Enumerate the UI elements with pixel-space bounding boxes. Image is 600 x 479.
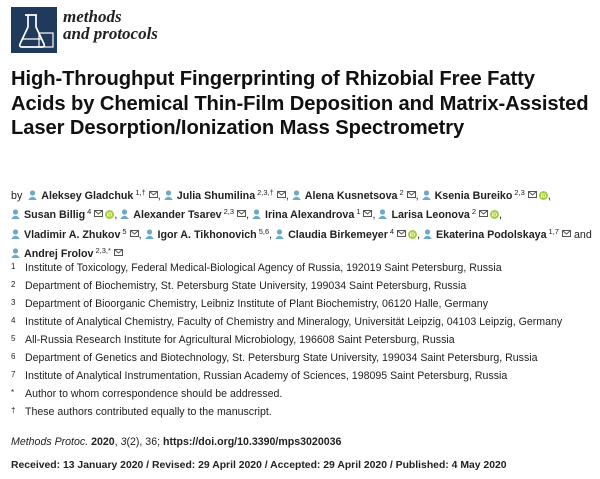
doi-link[interactable]: https://doi.org/10.3390/mps3020036 xyxy=(162,436,342,448)
profile-icon[interactable] xyxy=(145,229,154,239)
profile-icon[interactable] xyxy=(423,229,432,239)
author[interactable] xyxy=(422,190,548,202)
svg-text:iD: iD xyxy=(409,232,416,239)
orcid-icon[interactable] xyxy=(105,210,114,219)
affiliation-marker: † xyxy=(11,406,16,415)
envelope-icon[interactable] xyxy=(237,210,246,217)
author[interactable] xyxy=(11,226,139,241)
citation: Methods Protoc. 2020, 3(2), 36; https://doi.org/10.3390/mps3020036 xyxy=(11,436,342,448)
profile-icon[interactable] xyxy=(422,190,431,200)
affiliation-marker: 5 xyxy=(11,334,16,343)
author-affiliation-marker: 2,3 xyxy=(514,188,525,197)
author-affiliation-marker: 1,† xyxy=(135,188,146,197)
author-affiliation-marker: 2 xyxy=(399,188,404,197)
affiliation-marker: 1 xyxy=(11,262,16,271)
author[interactable] xyxy=(28,190,158,202)
author-name[interactable]: Irina Alexandrova xyxy=(265,209,355,222)
affiliation-text: Author to whom correspondence should be addressed. xyxy=(25,388,283,400)
profile-icon[interactable] xyxy=(275,229,284,239)
profile-icon[interactable] xyxy=(252,209,261,219)
affiliation-marker: 7 xyxy=(11,370,16,379)
and-label: and xyxy=(573,228,592,241)
journal-header xyxy=(11,7,158,59)
envelope-icon[interactable] xyxy=(528,191,537,198)
svg-text:iD: iD xyxy=(107,212,113,219)
affiliation-item xyxy=(11,369,596,387)
affiliation-marker: * xyxy=(11,388,15,397)
author-name[interactable]: Igor A. Tikhonovich xyxy=(157,228,257,241)
author[interactable] xyxy=(275,226,417,241)
journal-name-line2: and protocols xyxy=(63,24,158,43)
author-name[interactable]: Andrej Frolov xyxy=(24,247,94,260)
affiliation-text: Department of Biochemistry, St. Petersburg State University, 199034 Saint Petersburg, Russia xyxy=(25,280,467,292)
author[interactable] xyxy=(120,209,246,221)
author[interactable] xyxy=(292,190,416,202)
affiliation-marker: 4 xyxy=(11,316,16,325)
envelope-icon[interactable] xyxy=(407,191,416,198)
author-name[interactable]: Alexander Tsarev xyxy=(133,209,222,222)
profile-icon[interactable] xyxy=(28,190,37,200)
affiliation-text: Institute of Analytical Chemistry, Faculty of Chemistry and Mineralogy, Universität Leipzig, 04103 Leipzig, Germany xyxy=(25,316,563,328)
orcid-icon[interactable] xyxy=(539,191,548,200)
affiliation-item xyxy=(11,279,596,297)
author[interactable] xyxy=(145,226,270,241)
affiliation-text: Department of Bioorganic Chemistry, Leibniz Institute of Plant Biochemistry, 06120 Halle, Germany xyxy=(25,298,488,310)
orcid-icon[interactable] xyxy=(490,210,499,219)
affiliation-marker: 2 xyxy=(11,280,16,289)
author-affiliation-marker: 4 xyxy=(389,226,395,236)
envelope-icon[interactable] xyxy=(149,191,158,198)
envelope-icon[interactable] xyxy=(397,230,406,237)
author-list xyxy=(11,185,596,262)
citation-volume: 3 xyxy=(120,436,127,448)
separator: , xyxy=(415,190,422,202)
by-label: by xyxy=(11,190,23,202)
journal-name-line1: methods xyxy=(63,7,122,26)
citation-issue-page: (2), 36; xyxy=(126,436,161,448)
author-affiliation-marker: 2,3 xyxy=(223,207,235,217)
separator: , xyxy=(157,190,164,202)
author-affiliation-marker: 2,3,* xyxy=(95,245,111,255)
equal-contribution-note xyxy=(11,405,596,423)
profile-icon[interactable] xyxy=(11,248,20,258)
author[interactable] xyxy=(252,209,372,221)
author-affiliation-marker: 2 xyxy=(471,207,477,217)
separator: , xyxy=(246,209,253,222)
author-name[interactable]: Alena Kusnetsova xyxy=(304,190,398,202)
profile-icon[interactable] xyxy=(164,190,173,200)
affiliation-list xyxy=(11,261,596,423)
envelope-icon[interactable] xyxy=(130,230,139,237)
orcid-icon[interactable] xyxy=(408,230,417,239)
citation-journal: Methods Protoc. xyxy=(11,436,89,448)
affiliation-text: These authors contributed equally to the manuscript. xyxy=(25,406,272,418)
profile-icon[interactable] xyxy=(292,190,301,200)
separator: , xyxy=(138,228,145,241)
affiliation-item xyxy=(11,315,596,333)
author-affiliation-marker: 1,7 xyxy=(548,226,559,236)
envelope-icon[interactable] xyxy=(94,210,103,217)
separator: , xyxy=(285,190,292,202)
affiliation-item xyxy=(11,261,596,279)
affiliation-text: All-Russia Research Institute for Agricultural Microbiology, 196608 Saint Petersburg, Russia xyxy=(25,334,455,346)
affiliation-marker: 3 xyxy=(11,298,16,307)
author-name[interactable]: Larisa Leonova xyxy=(391,209,470,222)
affiliation-marker: 6 xyxy=(11,352,16,361)
envelope-icon[interactable] xyxy=(277,191,286,198)
separator: , xyxy=(372,209,379,222)
author-affiliation-marker: 5,6 xyxy=(258,226,270,236)
author-affiliation-marker: 2,3,† xyxy=(257,188,274,197)
publication-dates: Received: 13 January 2020 / Revised: 29 April 2020 / Accepted: 29 April 2020 / Published: 4 May 2020 xyxy=(11,460,507,471)
author-affiliation-marker: 1 xyxy=(356,207,361,217)
separator: , xyxy=(417,228,424,241)
envelope-icon[interactable] xyxy=(114,249,123,256)
affiliation-text: Department of Genetics and Biotechnology, St. Petersburg State University, 199034 Saint Petersburg, Russia xyxy=(25,352,538,364)
author[interactable] xyxy=(11,245,123,260)
profile-icon[interactable] xyxy=(120,209,129,219)
author-name[interactable]: Ksenia Bureiko xyxy=(434,190,513,202)
profile-icon[interactable] xyxy=(11,229,20,239)
author-name[interactable]: Susan Billig xyxy=(24,209,86,222)
envelope-icon[interactable] xyxy=(562,230,571,237)
affiliation-text: Institute of Analytical Instrumentation, Russian Academy of Sciences, 198095 Saint Petersburg, Russia xyxy=(25,370,508,382)
separator: , xyxy=(114,209,121,222)
profile-icon[interactable] xyxy=(11,209,20,219)
affiliation-text: Institute of Toxicology, Federal Medical-Biological Agency of Russia, 192019 Saint Petersburg, Russia xyxy=(25,262,502,274)
author[interactable] xyxy=(164,190,286,202)
affiliation-item xyxy=(11,297,596,315)
separator: , xyxy=(499,209,502,222)
author-name[interactable]: Julia Shumilina xyxy=(176,190,256,202)
author[interactable] xyxy=(11,209,114,221)
author-name[interactable]: Vladimir A. Zhukov xyxy=(24,228,121,241)
citation-year: 2020 xyxy=(91,436,115,448)
author-name[interactable]: Claudia Birkemeyer xyxy=(288,228,388,241)
profile-icon[interactable] xyxy=(378,209,387,219)
author-name[interactable]: Aleksey Gladchuk xyxy=(41,190,134,202)
affiliation-item xyxy=(11,333,596,351)
author[interactable] xyxy=(378,209,499,221)
envelope-icon[interactable] xyxy=(479,210,488,217)
svg-text:iD: iD xyxy=(491,212,498,219)
author-affiliation-marker: 5 xyxy=(122,226,127,236)
article-title: High-Throughput Fingerprinting of Rhizobial Free Fatty Acids by Chemical Thin-Film Deposition and Matrix-Assisted Laser Desorption/Ionization Mass Spectrometry xyxy=(11,68,589,139)
svg-text:iD: iD xyxy=(540,193,547,200)
separator: , xyxy=(269,228,276,241)
author[interactable] xyxy=(423,226,571,241)
affiliation-item xyxy=(11,351,596,369)
author-affiliation-marker: 4 xyxy=(87,207,92,217)
correspondence-note xyxy=(11,387,596,405)
author-name[interactable]: Ekaterina Podolskaya xyxy=(436,228,547,241)
journal-logo-icon[interactable] xyxy=(11,7,57,53)
separator: , xyxy=(547,190,551,202)
